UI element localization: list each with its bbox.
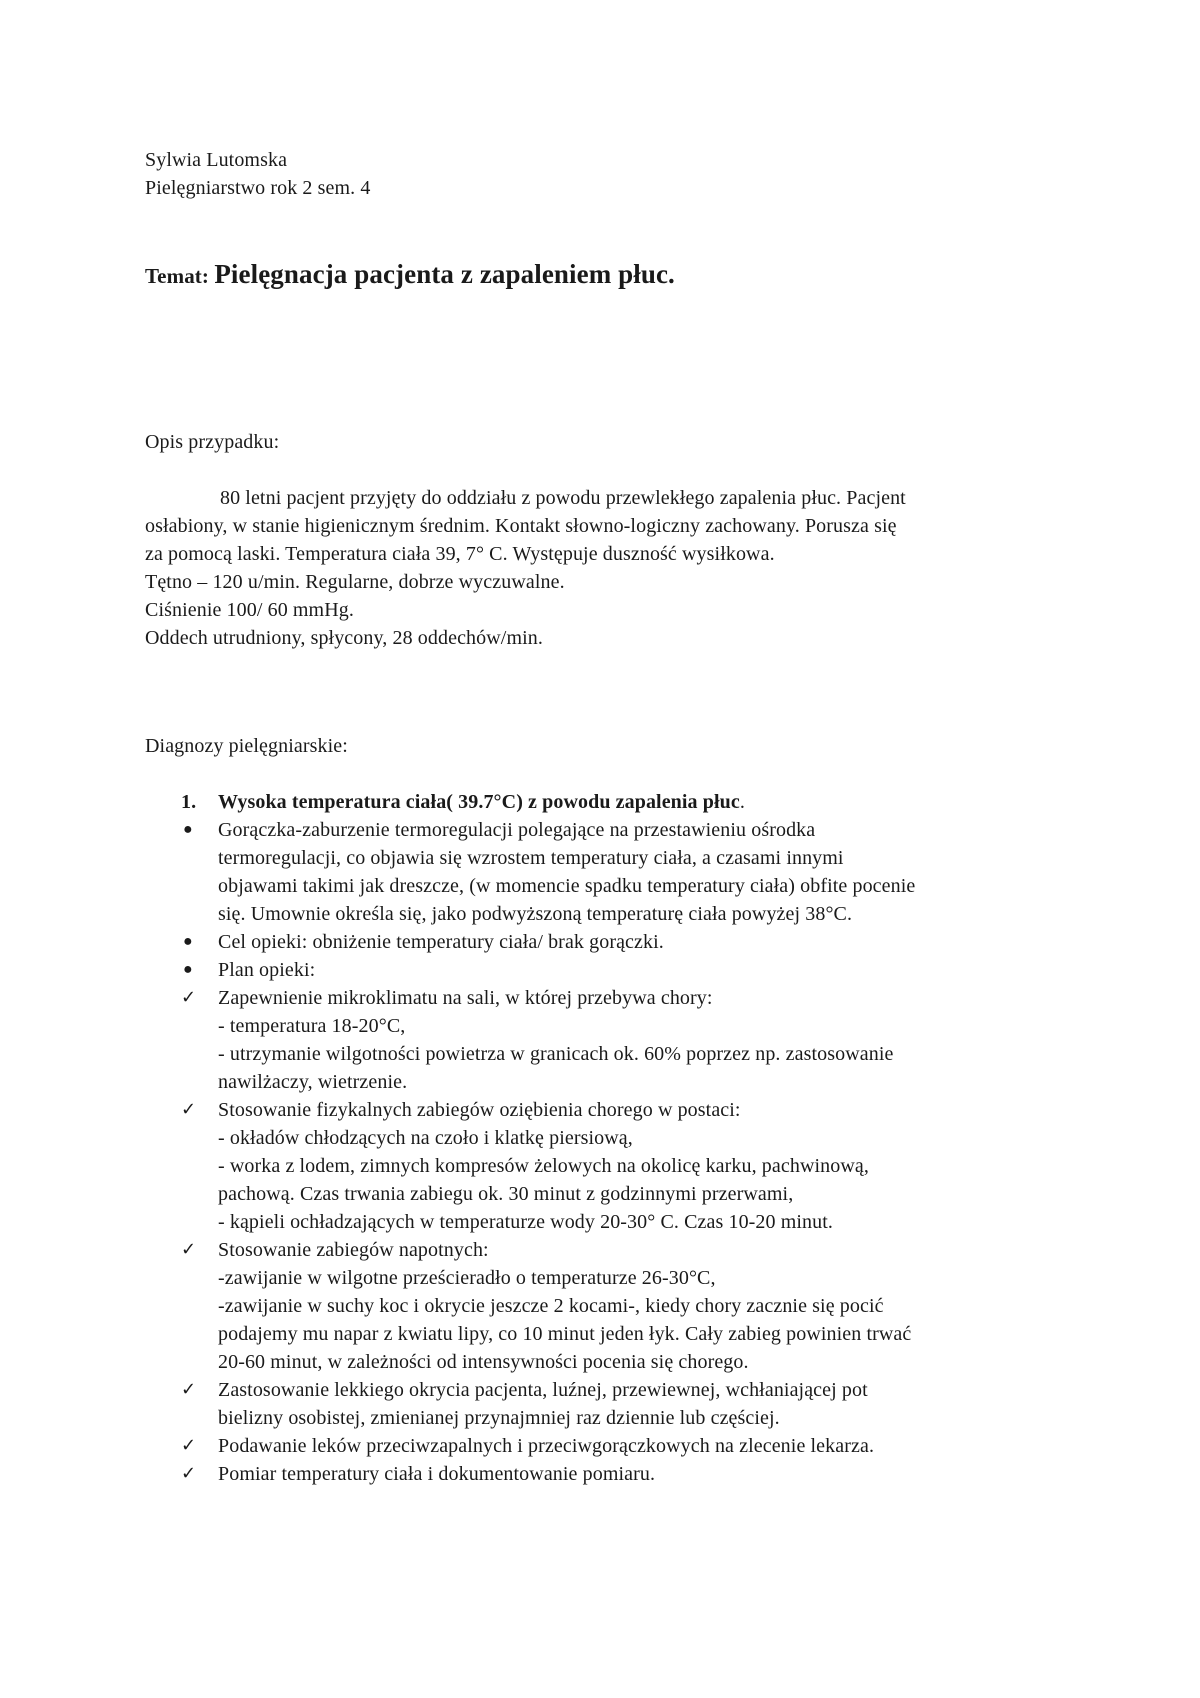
topic-title: Pielęgnacja pacjenta z zapaleniem płuc. (214, 259, 675, 289)
list-item-line: - worka z lodem, zimnych kompresów żelowych na okolicę karku, pachwinową, (218, 1155, 869, 1177)
list-item-line: Stosowanie zabiegów napotnych: (218, 1239, 489, 1261)
list-number: 1. (181, 791, 197, 813)
bullet-icon: ● (183, 933, 193, 950)
list-item-line: podajemy mu napar z kwiatu lipy, co 10 minut jeden łyk. Cały zabieg powinien trwać (218, 1323, 912, 1345)
list-item-line: 20-60 minut, w zależności od intensywności pocenia się chorego. (218, 1351, 749, 1373)
list-item-line: nawilżaczy, wietrzenie. (218, 1071, 408, 1093)
diagnosis-title-suffix: . (739, 791, 745, 813)
list-item-line: - utrzymanie wilgotności powietrza w granicach ok. 60% poprzez np. zastosowanie (218, 1043, 894, 1065)
list-item-line: - temperatura 18-20°C, (218, 1015, 406, 1037)
case-heading: Opis przypadku: (145, 431, 280, 453)
list-item (145, 1460, 1065, 1488)
bullet-icon: ● (183, 821, 193, 838)
case-description (145, 484, 1065, 652)
bullet-icon: ● (183, 961, 193, 978)
list-item-line: -zawijanie w wilgotne prześcieradło o temperaturze 26-30°C, (218, 1267, 716, 1289)
diagnosis-title: Wysoka temperatura ciała( 39.7°C) z powodu zapalenia płuc (218, 791, 740, 813)
list-item-line: Plan opieki: (218, 959, 316, 981)
checkmark-icon: ✓ (181, 1239, 197, 1260)
topic-label: Temat: (145, 264, 209, 288)
list-item (145, 816, 1065, 928)
checkmark-icon: ✓ (181, 987, 197, 1008)
list-item-line: Zastosowanie lekkiego okrycia pacjenta, luźnej, przewiewnej, wchłaniającej pot (218, 1379, 868, 1401)
case-line: Ciśnienie 100/ 60 mmHg. (145, 599, 354, 621)
list-item-line: -zawijanie w suchy koc i okrycie jeszcze 2 kocami-, kiedy chory zacznie się pocić (218, 1295, 884, 1317)
case-line: Oddech utrudniony, spłycony, 28 oddechów/min. (145, 627, 543, 649)
header-block (145, 146, 1065, 202)
course-info: Pielęgniarstwo rok 2 sem. 4 (145, 177, 371, 199)
case-line: osłabiony, w stanie higienicznym średnim. Kontakt słowno-logiczny zachowany. Porusza się (145, 515, 897, 537)
list-item-line: - kąpieli ochładzających w temperaturze wody 20-30° C. Czas 10-20 minut. (218, 1211, 834, 1233)
diagnoses-heading: Diagnozy pielęgniarskie: (145, 735, 348, 757)
list-item (145, 1432, 1065, 1460)
list-item-line: termoregulacji, co objawia się wzrostem temperatury ciała, a czasami innymi (218, 847, 844, 869)
diagnoses-list (145, 788, 1065, 1488)
case-line: Tętno – 120 u/min. Regularne, dobrze wyczuwalne. (145, 571, 565, 593)
checkmark-icon: ✓ (181, 1099, 197, 1120)
author-name: Sylwia Lutomska (145, 149, 288, 171)
document-content (145, 146, 1065, 1488)
checkmark-icon: ✓ (181, 1463, 197, 1484)
list-item-line: Pomiar temperatury ciała i dokumentowanie pomiaru. (218, 1463, 656, 1485)
list-item (145, 1236, 1065, 1376)
list-item (145, 928, 1065, 956)
list-item (145, 956, 1065, 984)
list-item (145, 984, 1065, 1096)
list-item-line: się. Umownie określa się, jako podwyższoną temperaturę ciała powyżej 38°C. (218, 903, 853, 925)
checkmark-icon: ✓ (181, 1379, 197, 1400)
list-item-line: objawami takimi jak dreszcze, (w momencie spadku temperatury ciała) obfite pocenie (218, 875, 916, 897)
list-item-line: Gorączka-zaburzenie termoregulacji polegające na przestawieniu ośrodka (218, 819, 816, 841)
list-item (145, 788, 1065, 816)
list-item-line: - okładów chłodzących na czoło i klatkę piersiową, (218, 1127, 633, 1149)
case-line: 80 letni pacjent przyjęty do oddziału z powodu przewlekłego zapalenia płuc. Pacjent (220, 487, 906, 509)
checkmark-icon: ✓ (181, 1435, 197, 1456)
list-item-line: Zapewnienie mikroklimatu na sali, w której przebywa chory: (218, 987, 713, 1009)
list-item-line: Podawanie leków przeciwzapalnych i przeciwgorączkowych na zlecenie lekarza. (218, 1435, 875, 1457)
list-item-line: Stosowanie fizykalnych zabiegów oziębienia chorego w postaci: (218, 1099, 741, 1121)
topic-heading (145, 254, 1065, 296)
list-item (145, 1376, 1065, 1432)
list-item-line: pachową. Czas trwania zabiegu ok. 30 minut z godzinnymi przerwami, (218, 1183, 794, 1205)
list-item-line: bielizny osobistej, zmienianej przynajmniej raz dziennie lub częściej. (218, 1407, 780, 1429)
list-item-line: Cel opieki: obniżenie temperatury ciała/ brak gorączki. (218, 931, 664, 953)
case-line: za pomocą laski. Temperatura ciała 39, 7° C. Występuje duszność wysiłkowa. (145, 543, 775, 565)
list-item (145, 1096, 1065, 1236)
